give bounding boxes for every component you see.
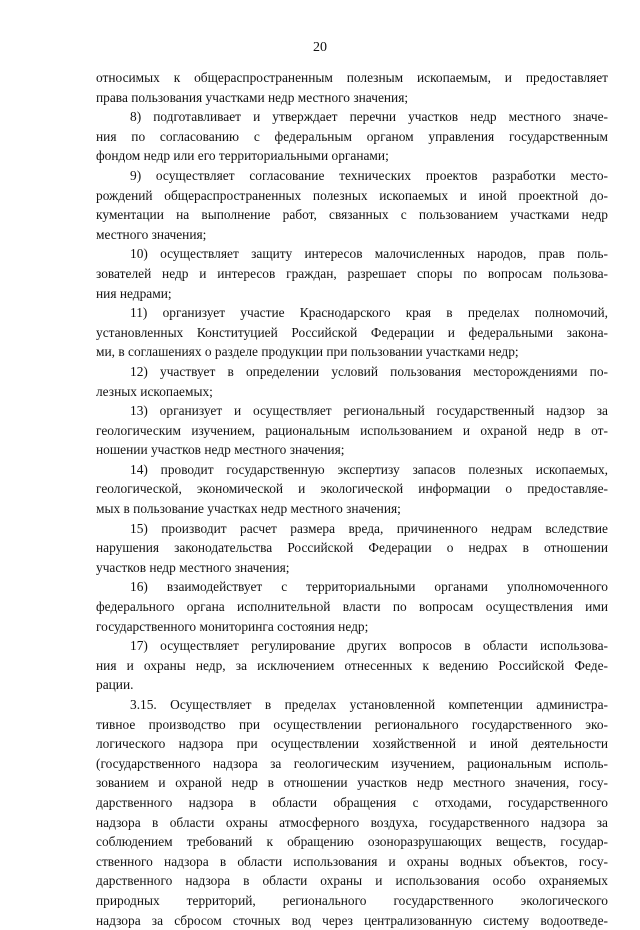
text-line: 12) участвует в определении условий пользования месторождениями по-: [130, 363, 608, 379]
text-line: 10) осуществляет защиту интересов малочисленных народов, прав поль-: [130, 246, 608, 262]
text-line: 3.15. Осуществляет в пределах установленной компетенции администра-: [130, 697, 608, 712]
text-line: относимых к общераспространенным полезным ископаемым, и предоставляет: [96, 70, 608, 85]
text-line: местного значения;: [96, 226, 207, 242]
text-line: фондом недр или его территориальными органами;: [96, 148, 389, 164]
text-line: 16) взаимодействует с территориальными органами уполномоченного: [130, 579, 608, 595]
text-line: зователей недр и интересов граждан, разрешает споры по вопросам пользова-: [96, 265, 608, 281]
text-line: рождений общераспространенных полезных ископаемых и иной проектной до-: [96, 187, 608, 203]
text-line: (государственного надзора за геологическим изучением, рациональным исполь-: [96, 755, 608, 771]
text-line: ственного надзора в области использования и охраны водных объектов, госу-: [96, 853, 608, 869]
text-line: 8) подготавливает и утверждает перечни участков недр местного значе-: [130, 109, 608, 125]
text-line: природных территорий, регионального государственного экологического: [96, 892, 608, 908]
text-line: надзора за сбросом сточных вод через централизованную систему водоотведе-: [96, 912, 608, 928]
text-line: ния и охраны недр, за исключением отнесенных к ведению Российской Феде-: [96, 657, 608, 673]
text-line: права пользования участками недр местного значения;: [96, 89, 409, 105]
text-line: ми, в соглашениях о разделе продукции при пользовании участками недр;: [96, 344, 519, 360]
text-line: геологическим изучением, рациональным использованием и охраной недр в от-: [96, 422, 608, 438]
text-line: кументации на выполнение работ, связанных с пользованием участками недр: [96, 207, 608, 223]
text-line: тивное производство при осуществлении регионального государственного эко-: [96, 716, 608, 732]
text-line: надзора в области охраны атмосферного воздуха, государственного надзора за: [96, 814, 608, 830]
text-line: 17) осуществляет регулирование других вопросов в области использова-: [130, 638, 608, 654]
text-line: федерального органа исполнительной власти по вопросам осуществления ими: [96, 599, 608, 615]
text-line: установленных Конституцией Российской Федерации и федеральными закона-: [96, 324, 608, 340]
text-line: логического надзора при осуществлении хозяйственной и иной деятельности: [96, 736, 608, 752]
text-line: 15) производит расчет размера вреда, причиненного недрам вследствие: [130, 520, 608, 536]
page-number: 20: [313, 40, 327, 55]
text-line: дарственного надзора в области обращения с отходами, государственного: [96, 794, 608, 810]
text-line: участков недр местного значения;: [96, 559, 290, 575]
text-line: дарственного надзора в области охраны и использования особо охраняемых: [96, 873, 608, 889]
text-line: ния по согласованию с федеральным органом управления государственным: [96, 128, 608, 144]
text-line: государственного мониторинга состояния недр;: [96, 618, 369, 634]
text-line: ния недрами;: [96, 285, 172, 301]
text-line: мых в пользование участках недр местного значения;: [96, 501, 401, 517]
text-line: зованием и охраной недр в отношении участков недр местного значения, госу-: [96, 775, 608, 791]
body-text: [96, 68, 608, 930]
text-line: 13) организует и осуществляет региональный государственный надзор за: [130, 403, 608, 419]
text-line: 9) осуществляет согласование технических проектов разработки место-: [130, 167, 608, 183]
text-line: нарушения законодательства Российской Федерации о недрах в отношении: [96, 540, 608, 556]
text-line: соблюдением требований к обращению озоноразрушающих веществ, государ-: [96, 834, 608, 850]
text-line: рации.: [96, 677, 134, 693]
text-line: 11) организует участие Краснодарского края в пределах полномочий,: [130, 305, 608, 321]
text-line: ношении участков недр местного значения;: [96, 442, 345, 458]
text-line: 14) проводит государственную экспертизу запасов полезных ископаемых,: [130, 461, 608, 477]
text-line: лезных ископаемых;: [96, 383, 213, 399]
text-line: геологической, экономической и экологической информации о предоставляе-: [96, 481, 608, 497]
